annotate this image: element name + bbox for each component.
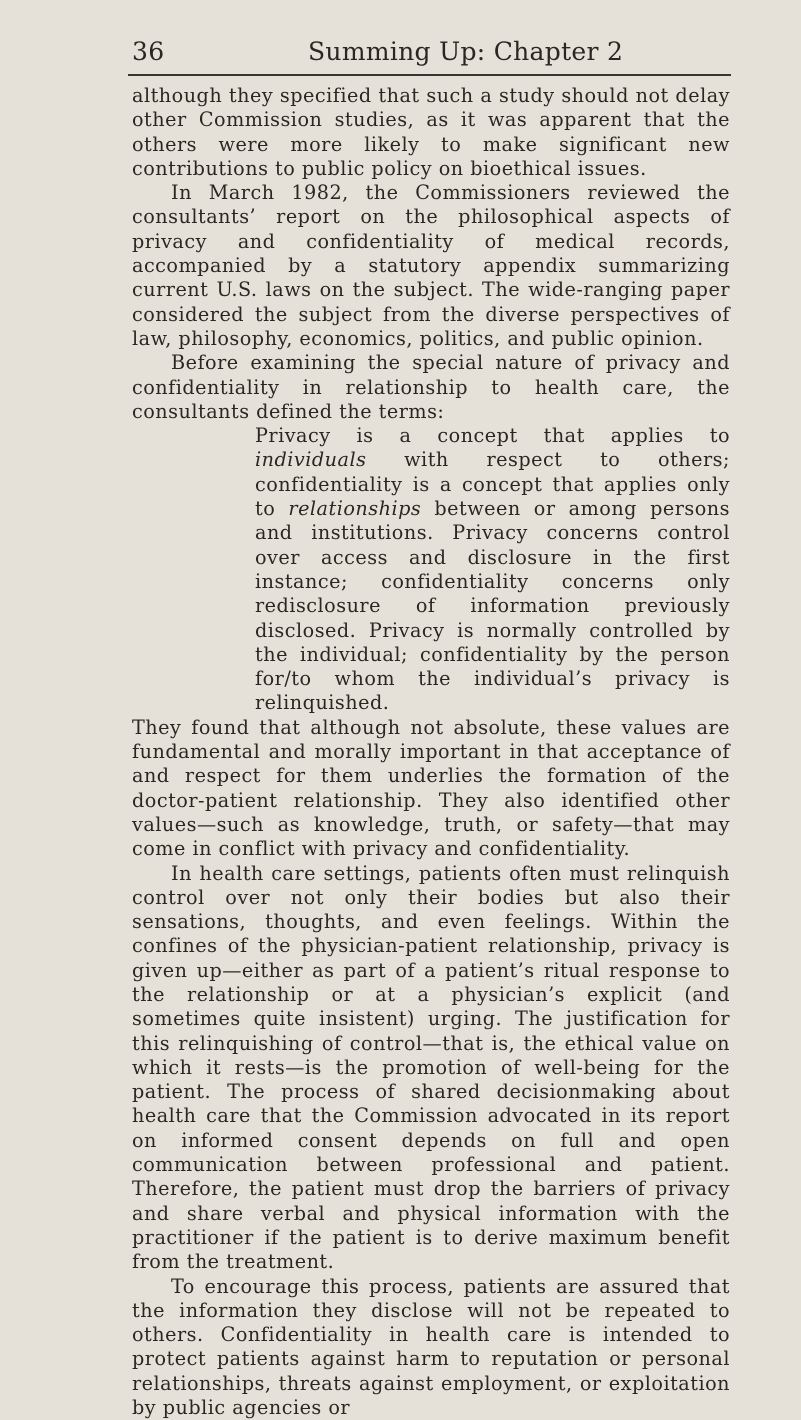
paragraph-confidentiality: To encourage this process, patients are assured that the information they disclose will not be repeated to others. Confidentiality in health care is intended to protect patients against harm to reputation or personal relationships, threats against employment, or exploitation by public agencies or [132,1274,730,1420]
body-text [132,84,730,1420]
paragraph-continuation: although they specified that such a study should not delay other Commission studies, as it was apparent that the others were more likely to make significant new contributions to public policy on bioethical issues. [132,84,730,180]
running-title: Summing Up: Chapter 2 [308,37,624,66]
quote-text: Privacy is a concept that applies to [255,424,730,448]
quote-text: with respect to others; confidentiality is a concept that applies only to [255,448,730,521]
running-head [132,34,732,70]
paragraph-definitions-intro: Before examining the special nature of privacy and confidentiality in relationship to health care, the consultants defined the terms: [132,351,730,423]
paragraph-health-care-settings: In health care settings, patients often must relinquish control over not only their bodies but also their sensations, thoughts, and even feelings. Within the confines of the physician-patient relationship, privacy is given up—either as part of a patient’s ritual response to the relationship or at a physician’s explicit (and sometimes quite insistent) urging. The justification for this relinquishing of control—that is, the ethical value on which it rests—is the promotion of well-being for the patient. The process of shared decisionmaking about health care that the Commission advocated in its report on informed consent depends on full and open communication between professional and patient. Therefore, the patient must drop the barriers of privacy and share verbal and physical information with the practitioner if the patient is to derive maximum benefit from the treatment. [132,861,730,1274]
definition-blockquote [255,424,730,716]
header-rule [128,74,731,76]
quote-emphasis: relationships [288,497,422,521]
paragraph-consultants-report: In March 1982, the Commissioners reviewed the consultants’ report on the philosophical aspects of privacy and confidentiality of medical records, accompanied by a statutory appendix summarizing current U.S. laws on the subject. The wide-ranging paper considered the subject from the diverse perspectives of law, philosophy, economics, politics, and public opinion. [132,181,730,350]
quote-text: between or among persons and institutions. Privacy concerns control over access and disclosure in the first instance; confidentiality concerns only redisclosure of information previously disclosed. Privacy is normally controlled by the individual; confidentiality by the person for/to whom the individual’s privacy is relinquished. [255,497,730,715]
quote-emphasis: individuals [255,448,367,472]
paragraph-values: They found that although not absolute, these values are fundamental and morally important in that acceptance of and respect for them underlies the formation of the doctor-patient relationship. They also identified other values—such as knowledge, truth, or safety—that may come in conflict with privacy and confidentiality. [132,715,730,861]
page-number: 36 [132,37,165,66]
